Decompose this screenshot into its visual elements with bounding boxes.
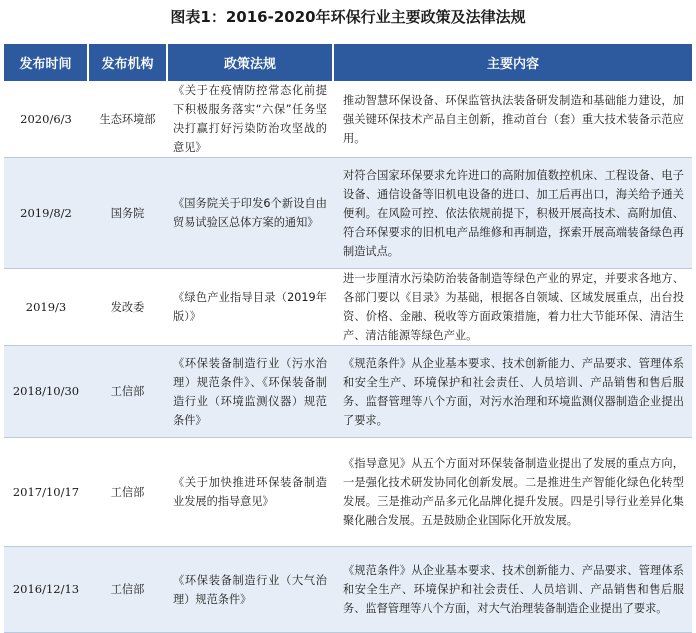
header-law: 政策法规 — [167, 44, 333, 81]
cell-date: 2020/6/3 — [4, 81, 88, 158]
cell-org: 工信部 — [88, 547, 167, 633]
cell-law: 《关于在疫情防控常态化前提下积极服务落实“六保”任务坚决打赢打好污染防治攻坚战的意见》 — [167, 81, 333, 158]
cell-law: 《国务院关于印发6个新设自由贸易试验区总体方案的通知》 — [167, 158, 333, 269]
table-row — [4, 346, 692, 438]
table-row — [4, 269, 692, 346]
table-row — [4, 547, 692, 633]
cell-date: 2017/10/17 — [4, 438, 88, 547]
table-row — [4, 81, 692, 158]
cell-org: 生态环境部 — [88, 81, 167, 158]
cell-content: 《指导意见》从五个方面对环保装备制造业提出了发展的重点方向，一是强化技术研发协同化创新发展。二是推进生产智能化绿色化转型发展。三是推动产品多元化品牌化提升发展。四是引导行业差异化集聚化融合发展。五是鼓励企业国际化开放发展。 — [333, 438, 692, 547]
cell-content: 《规范条件》从企业基本要求、技术创新能力、产品要求、管理体系和安全生产、环境保护和社会责任、人员培训、产品销售和售后服务、监督管理等八个方面，对大气治理装备制造企业提出了要求。 — [333, 547, 692, 633]
cell-content: 推动智慧环保设备、环保监管执法装备研发制造和基础能力建设，加强关键环保技术产品自主创新，推动首台（套）重大技术装备示范应用。 — [333, 81, 692, 158]
cell-org: 发改委 — [88, 269, 167, 346]
cell-law: 《环保装备制造行业（大气治理）规范条件》 — [167, 547, 333, 633]
table-header-row — [4, 44, 692, 81]
cell-date: 2019/3 — [4, 269, 88, 346]
header-date: 发布时间 — [4, 44, 88, 81]
cell-date: 2016/12/13 — [4, 547, 88, 633]
cell-date: 2018/10/30 — [4, 346, 88, 438]
header-org: 发布机构 — [88, 44, 167, 81]
cell-content: 进一步厘清水污染防治装备制造等绿色产业的界定，并要求各地方、各部门要以《目录》为基础，根据各自领域、区域发展重点，出台投资、价格、金融、税收等方面政策措施，着力壮大节能环保、清洁生产、清洁能源等绿色产业。 — [333, 269, 692, 346]
cell-content: 《规范条件》从企业基本要求、技术创新能力、产品要求、管理体系和安全生产、环境保护和社会责任、人员培训、产品销售和售后服务、监督管理等八个方面，对污水治理和环境监测仪器制造企业提出了要求。 — [333, 346, 692, 438]
header-content: 主要内容 — [333, 44, 692, 81]
table-row — [4, 158, 692, 269]
policy-table — [4, 44, 692, 633]
table-row — [4, 438, 692, 547]
cell-law: 《关于加快推进环保装备制造业发展的指导意见》 — [167, 438, 333, 547]
table-title: 图表1：2016-2020年环保行业主要政策及法律法规 — [170, 8, 526, 26]
cell-law: 《环保装备制造行业（污水治理）规范条件》、《环保装备制造行业（环境监测仪器）规范条件》 — [167, 346, 333, 438]
cell-date: 2019/8/2 — [4, 158, 88, 269]
cell-content: 对符合国家环保要求允许进口的高附加值数控机床、工程设备、电子设备、通信设备等旧机电设备的进口、加工后再出口，海关给予通关便利。在风险可控、依法依规前提下，积极开展高技术、高附加值、符合环保要求的旧机电产品维修和再制造，探索开展高端装备绿色再制造试点。 — [333, 158, 692, 269]
cell-law: 《绿色产业指导目录（2019年版）》 — [167, 269, 333, 346]
cell-org: 国务院 — [88, 158, 167, 269]
cell-org: 工信部 — [88, 346, 167, 438]
cell-org: 工信部 — [88, 438, 167, 547]
